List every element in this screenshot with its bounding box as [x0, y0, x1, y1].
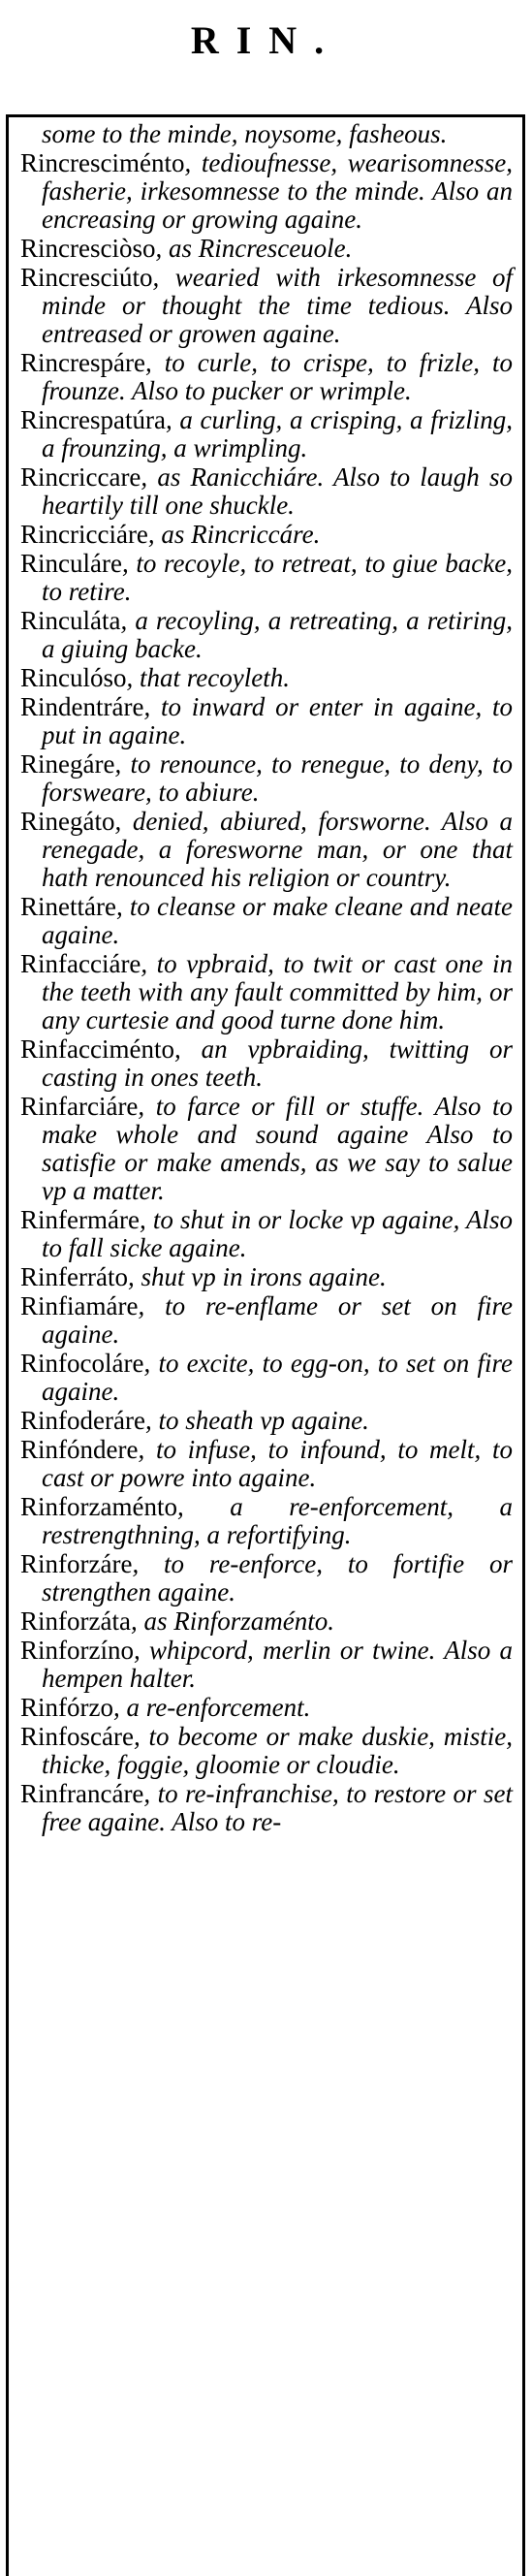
dictionary-entry	[20, 1607, 513, 1636]
dictionary-entry	[20, 1550, 513, 1606]
definition: , to sheath vp againe.	[144, 1406, 369, 1435]
headword: Rinfermáre	[20, 1205, 140, 1234]
dictionary-entry	[20, 1407, 513, 1435]
headword: Rincriccare	[20, 462, 141, 492]
definition: , to farce or fill or stuffe. Also to make whole and sound againe Also to satisfie or make amends, as we say to salue vp a matter.	[42, 1092, 513, 1205]
dictionary-entry	[20, 808, 513, 892]
headword: Rincresciménto	[20, 148, 185, 177]
definition: , as Rincriccáre.	[147, 520, 321, 549]
headword: Rinfocoláre	[20, 1349, 144, 1378]
dictionary-entry	[20, 1436, 513, 1492]
headword: Rinfrancáre	[20, 1779, 144, 1808]
definition: , a curling, a crisping, a frizling, a frounzing, a wrimpling.	[42, 405, 513, 462]
dictionary-entry	[20, 1780, 513, 1836]
dictionary-entry	[20, 1035, 513, 1092]
definition: , to renounce, to renegue, to deny, to forsweare, to abiure.	[42, 749, 513, 807]
dictionary-entry	[20, 750, 513, 807]
dictionary-entry	[20, 1723, 513, 1779]
dictionary-entry	[20, 950, 513, 1034]
definition: , that recoyleth.	[126, 663, 290, 692]
definition: , as Rinforzaménto.	[130, 1606, 334, 1636]
headword: Rinfórzo	[20, 1693, 113, 1722]
headword: Rinforzíno	[20, 1636, 134, 1665]
definition: , a re-enforcement.	[112, 1693, 311, 1722]
headword: Rincresciúto	[20, 263, 153, 292]
headword: Rinforzáre	[20, 1549, 133, 1578]
dictionary-entry	[20, 664, 513, 692]
definition: , as Rincresceuole.	[155, 234, 353, 263]
definition: , to re-enforce, to fortifie or strengthen againe.	[42, 1549, 513, 1606]
page-header: RIN.	[190, 18, 342, 62]
headword: Rinculóso	[20, 663, 127, 692]
headword: Rinfacciáre	[20, 949, 141, 978]
definition: , an vpbraiding, twitting or casting in ones teeth.	[42, 1034, 513, 1092]
dictionary-column	[6, 114, 525, 2576]
headword: Rinfarciáre	[20, 1092, 139, 1121]
definition: , to curle, to crispe, to frizle, to frounze. Also to pucker or wrimple.	[42, 348, 513, 405]
dictionary-entry	[20, 1493, 513, 1549]
definition: , to infuse, to infound, to melt, to cast or powre into againe.	[42, 1435, 513, 1492]
definition: , to recoyle, to retreat, to giue backe, to retire.	[42, 549, 513, 606]
dictionary-entry	[20, 550, 513, 606]
definition: , tedioufnesse, wearisomnesse, fasherie, irkesomnesse to the minde. Also an encreasing or growing againe.	[42, 148, 513, 234]
dictionary-entry	[20, 1093, 513, 1205]
dictionary-entry	[20, 693, 513, 749]
headword: Rindentráre	[20, 692, 144, 721]
dictionary-entry	[20, 264, 513, 348]
definition: , as Ranicchiáre. Also to laugh so heartily till one shuckle.	[42, 462, 513, 520]
definition: , to inward or enter in againe, to put in againe.	[42, 692, 513, 749]
headword: Rinegáto	[20, 807, 115, 836]
dictionary-entry	[20, 607, 513, 663]
dictionary-entry	[20, 1350, 513, 1406]
dictionary-entry	[20, 1292, 513, 1349]
dictionary-entry	[20, 1694, 513, 1722]
headword: Rinettáre	[20, 892, 116, 921]
dictionary-entry	[20, 1637, 513, 1693]
dictionary-entry	[20, 406, 513, 462]
dictionary-entry	[20, 521, 513, 549]
headword: Rinfóndere	[20, 1435, 139, 1464]
definition: , whipcord, merlin or twine. Also a hempen halter.	[42, 1636, 513, 1693]
definition: , a recoyling, a retreating, a retiring, a giuing backe.	[42, 606, 513, 663]
definition: , wearied with irkesomnesse of minde or thought the time tedious. Also entreased or growen againe.	[42, 263, 513, 348]
definition: , denied, abiured, forsworne. Also a renegade, a foresworne man, or one that hath renounced his religion or country.	[42, 807, 513, 892]
dictionary-entry	[20, 1206, 513, 1262]
definition: , to shut in or locke vp againe, Also to fall sicke againe.	[42, 1205, 513, 1262]
dictionary-entry	[20, 120, 513, 148]
headword: Rinforzaménto	[20, 1492, 177, 1521]
headword: Rinferráto	[20, 1262, 128, 1291]
headword: Rinfacciménto	[20, 1034, 174, 1064]
definition: , shut vp in irons againe.	[127, 1262, 387, 1291]
dictionary-entry	[20, 235, 513, 263]
definition: , to vpbraid, to twit or cast one in the teeth with any fault committed by him, or any curtesie and good turne done him.	[42, 949, 513, 1034]
headword: Rinfiamáre	[20, 1291, 139, 1320]
headword: Rincresciòso	[20, 234, 156, 263]
headword: Rinforzáta	[20, 1606, 131, 1636]
definition: some to the minde, noysome, fasheous.	[42, 119, 448, 148]
headword: Rinculáre	[20, 549, 122, 578]
headword: Rinegáre	[20, 749, 115, 779]
definition: , to excite, to egg-on, to set on fire againe.	[42, 1349, 513, 1406]
headword: Rincrespáre	[20, 348, 145, 377]
dictionary-entry	[20, 1263, 513, 1291]
headword: Rinculáta	[20, 606, 121, 635]
definition: , to become or make duskie, mistie, thicke, foggie, gloomie or cloudie.	[42, 1722, 513, 1779]
dictionary-entry	[20, 463, 513, 520]
headword: Rinfoscáre	[20, 1722, 134, 1751]
definition: , a re-enforcement, a restrengthning, a refortifying.	[42, 1492, 513, 1549]
dictionary-entry	[20, 349, 513, 405]
definition: , to re-infranchise, to restore or set free againe. Also to re-	[42, 1779, 513, 1836]
dictionary-entry	[20, 893, 513, 949]
headword: Rincrespatúra	[20, 405, 166, 434]
definition: , to re-enflame or set on fire againe.	[42, 1291, 513, 1349]
definition: , to cleanse or make cleane and neate againe.	[42, 892, 513, 949]
dictionary-entry	[20, 149, 513, 234]
headword: Rincricciáre	[20, 520, 148, 549]
headword: Rinfoderáre	[20, 1406, 145, 1435]
